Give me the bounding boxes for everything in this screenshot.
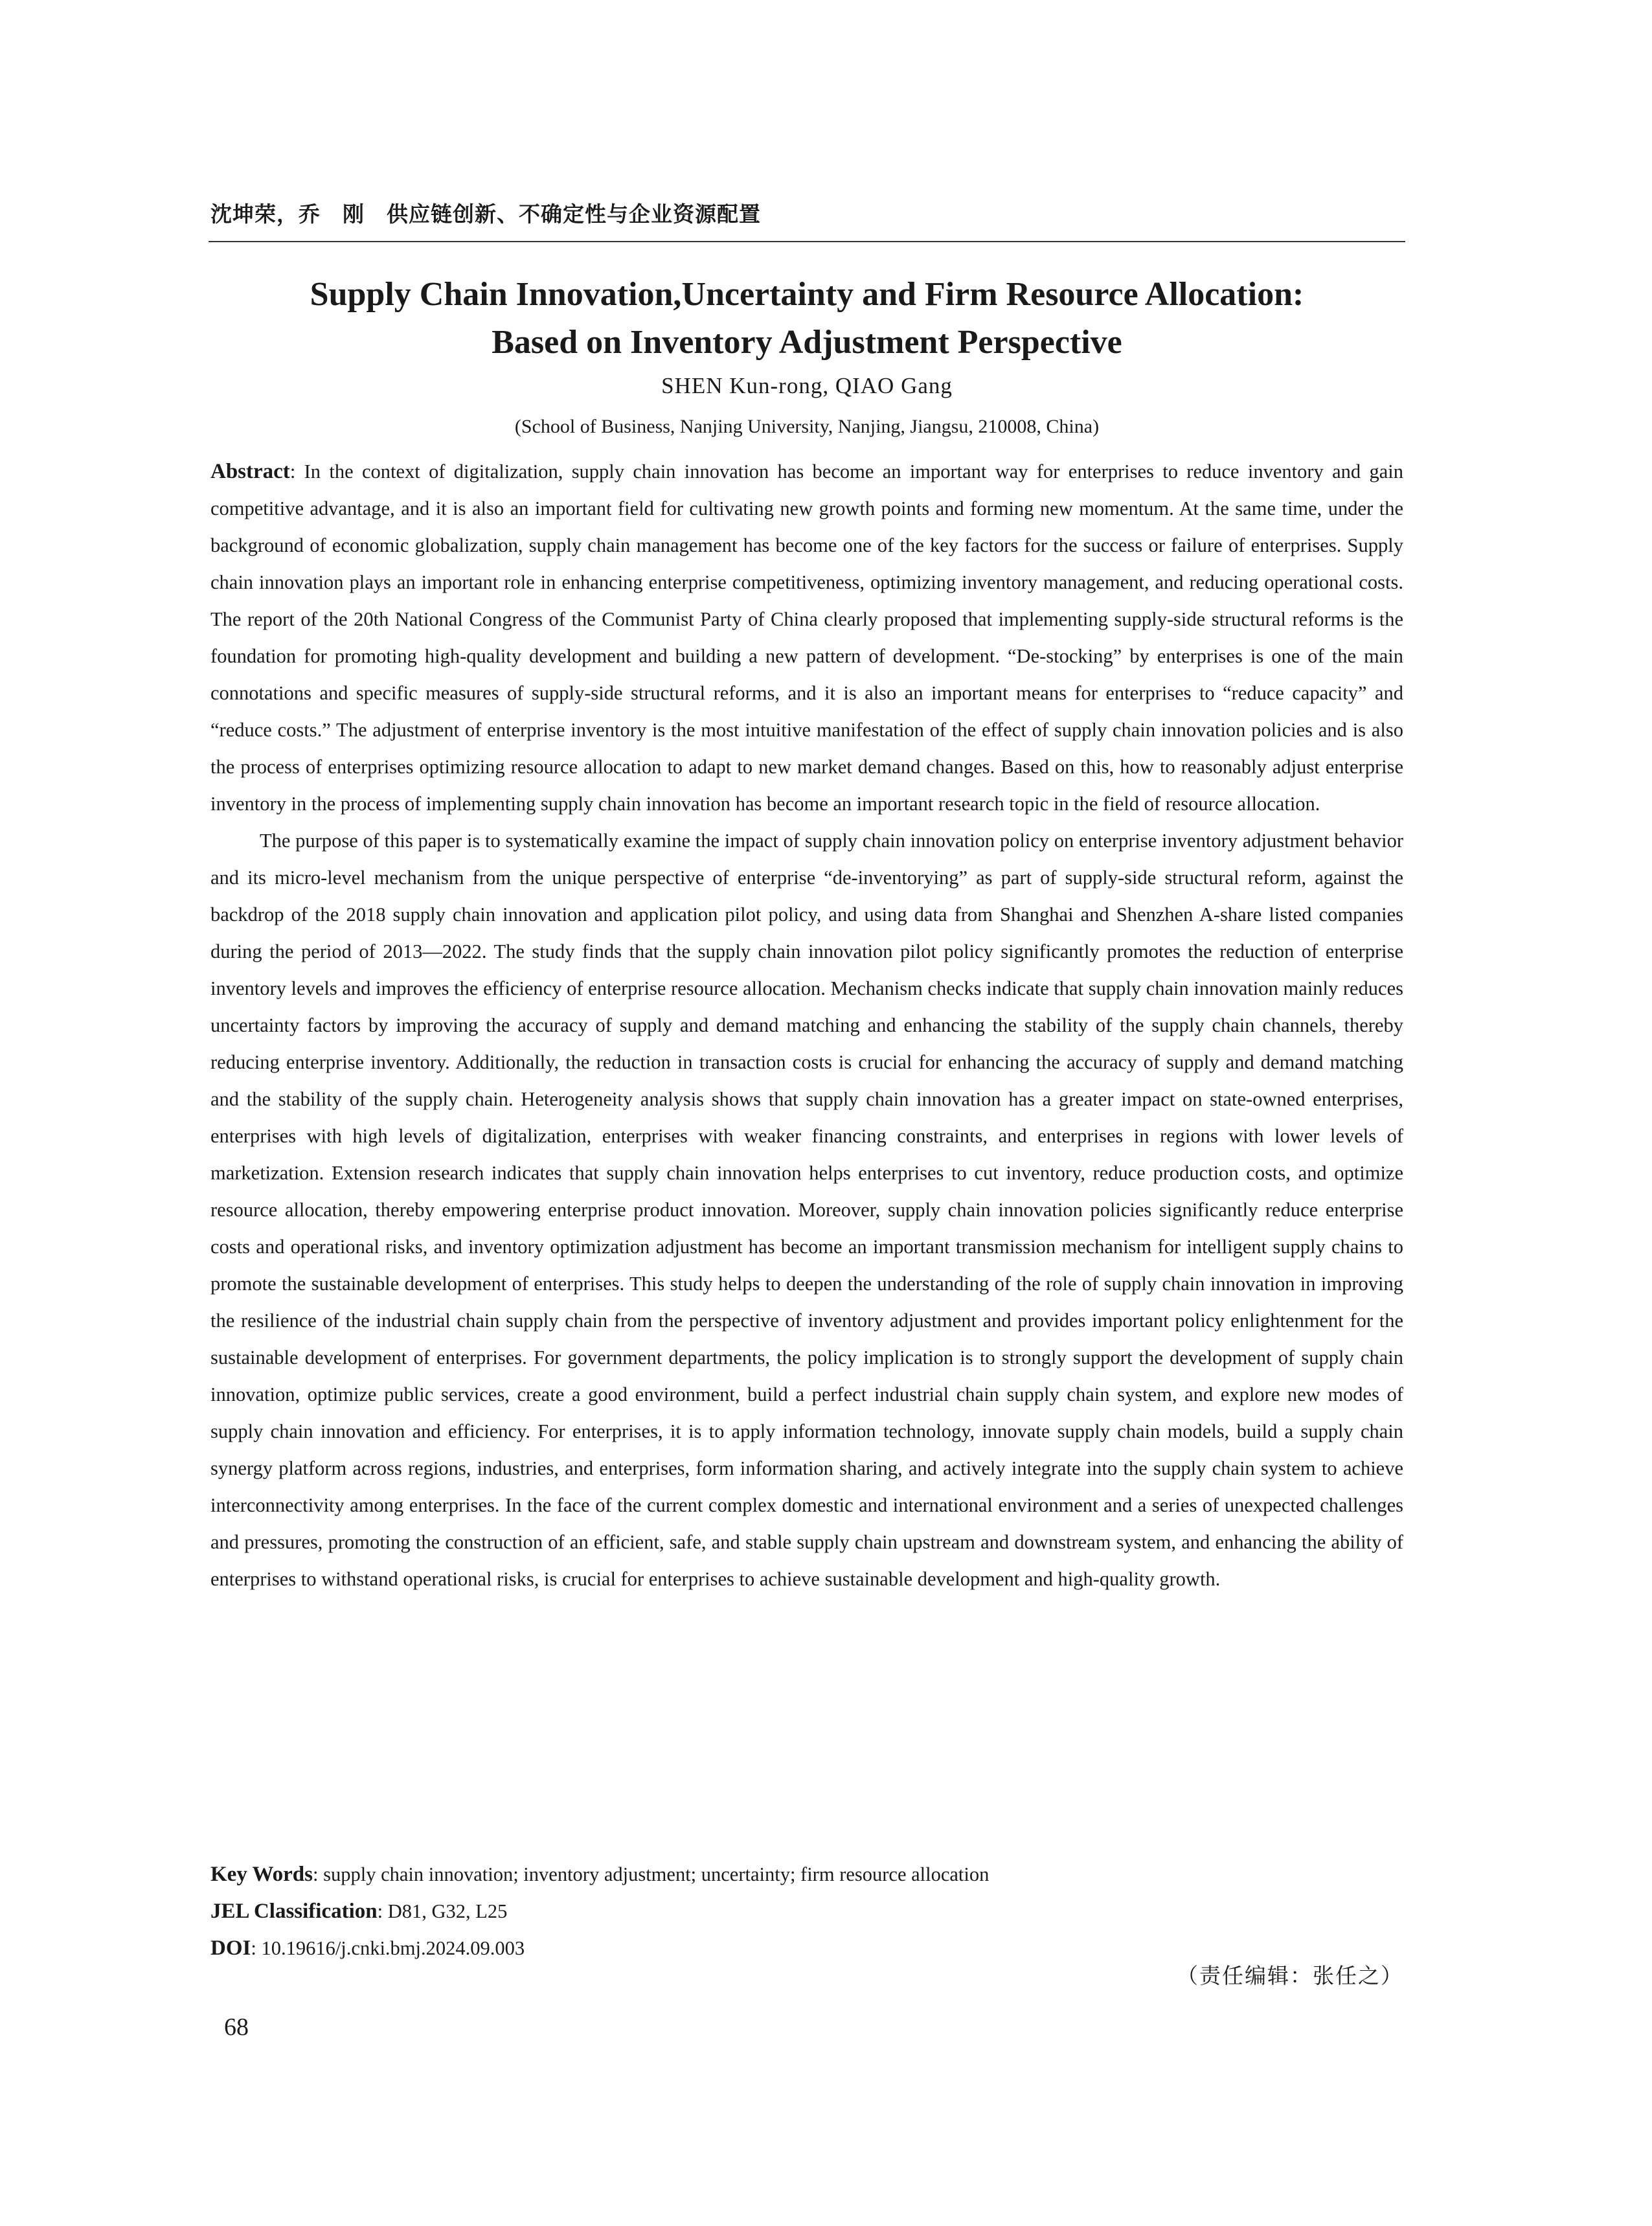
doi-value[interactable]: 10.19616/j.cnki.bmj.2024.09.003	[261, 1937, 525, 1959]
editor-note: （责任编辑：张任之）	[1177, 1963, 1403, 1988]
abstract-section	[210, 453, 1403, 1598]
running-head: 沈坤荣，乔 刚 供应链创新、不确定性与企业资源配置	[210, 201, 761, 227]
author-list: SHEN Kun-rong, QIAO Gang	[661, 373, 953, 398]
abstract-paragraph-2: The purpose of this paper is to systematically examine the impact of supply chain innovation policy on enterprise inventory adjustment behavior and its micro-level mechanism from the unique perspective of enterprise “de-inventorying” as part of supply-side structural reform, against the backdrop of the 2018 supply chain innovation and application pilot policy, and using data from Shanghai and Shenzhen A-share listed companies during the period of 2013—2022. The study finds that the supply chain innovation pilot policy significantly promotes the reduction of enterprise inventory levels and improves the efficiency of enterprise resource allocation. Mechanism checks indicate that supply chain innovation mainly reduces uncertainty factors by improving the accuracy of supply and demand matching and enhancing the stability of the supply chain channels, thereby reducing enterprise inventory. Additionally, the reduction in transaction costs is crucial for enhancing the accuracy of supply and demand matching and the stability of the supply chain. Heterogeneity analysis shows that supply chain innovation has a greater impact on state-owned enterprises, enterprises with high levels of digitalization, enterprises with weaker financing constraints, and enterprises in regions with lower levels of marketization. Extension research indicates that supply chain innovation helps enterprises to cut inventory, reduce production costs, and optimize resource allocation, thereby empowering enterprise product innovation. Moreover, supply chain innovation policies significantly reduce enterprise costs and operational risks, and inventory optimization adjustment has become an important transmission mechanism for intelligent supply chains to promote the sustainable development of enterprises. This study helps to deepen the understanding of the role of supply chain innovation in improving the resilience of the industrial chain supply chain from the perspective of inventory adjustment and provides important policy enlightenment for the sustainable development of enterprises. For government departments, the policy implication is to strongly support the development of supply chain innovation, optimize public services, create a good environment, build a perfect industrial chain supply chain system, and explore new modes of supply chain innovation and efficiency. For enterprises, it is to apply information technology, innovate supply chain models, build a supply chain synergy platform across regions, industries, and enterprises, form information sharing, and actively integrate into the supply chain system to achieve interconnectivity among enterprises. In the face of the current complex domestic and international environment and a series of unexpected challenges and pressures, promoting the construction of an efficient, safe, and stable supply chain upstream and downstream system, and enhancing the ability of enterprises to withstand operational risks, is crucial for enterprises to achieve sustainable development and high-quality growth.	[210, 830, 1403, 1590]
keywords-separator: :	[313, 1863, 324, 1885]
title-line-1: Supply Chain Innovation,Uncertainty and Firm Resource Allocation:	[310, 276, 1304, 313]
affiliation: (School of Business, Nanjing University, Nanjing, Jiangsu, 210008, China)	[514, 416, 1100, 437]
title-line-2: Based on Inventory Adjustment Perspective	[492, 324, 1122, 361]
metadata-block	[210, 1856, 1403, 1967]
doi-separator: :	[251, 1937, 262, 1959]
keywords-label: Key Words	[210, 1863, 313, 1886]
abstract-label: Abstract	[210, 460, 290, 483]
abstract-label-separator: :	[289, 460, 304, 483]
jel-label: JEL Classification	[210, 1900, 378, 1923]
abstract-text-1: In the context of digitalization, supply chain innovation has become an important way for enterprises to reduce inventory and gain competitive advantage, and it is also an important field for cultivating new growth points and forming new momentum. At the same time, under the background of economic globalization, supply chain management has become one of the key factors for the success or failure of enterprises. Supply chain innovation plays an important role in enhancing enterprise competitiveness, optimizing inventory management, and reducing operational costs. The report of the 20th National Congress of the Communist Party of China clearly proposed that implementing supply-side structural reforms is the foundation for promoting high-quality development and building a new pattern of development. “De-stocking” by enterprises is one of the main connotations and specific measures of supply-side structural reforms, and it is also an important means for enterprises to “reduce capacity” and “reduce costs.” The adjustment of enterprise inventory is the most intuitive manifestation of the effect of supply chain innovation policies and is also the process of enterprises optimizing resource allocation to adapt to new market demand changes. Based on this, how to reasonably adjust enterprise inventory in the process of implementing supply chain innovation has become an important research topic in the field of resource allocation.	[210, 460, 1403, 815]
header-rule	[209, 241, 1405, 242]
keywords-line	[210, 1856, 1403, 1893]
jel-separator: :	[377, 1900, 388, 1922]
jel-line	[210, 1893, 1403, 1930]
doi-label: DOI	[210, 1936, 251, 1960]
keywords-value: supply chain innovation; inventory adjustment; uncertainty; firm resource allocation	[323, 1863, 990, 1885]
paper-title	[209, 271, 1405, 367]
jel-value: D81, G32, L25	[387, 1900, 508, 1922]
page-number: 68	[224, 2014, 249, 2041]
abstract-paragraph-1	[210, 453, 1403, 823]
